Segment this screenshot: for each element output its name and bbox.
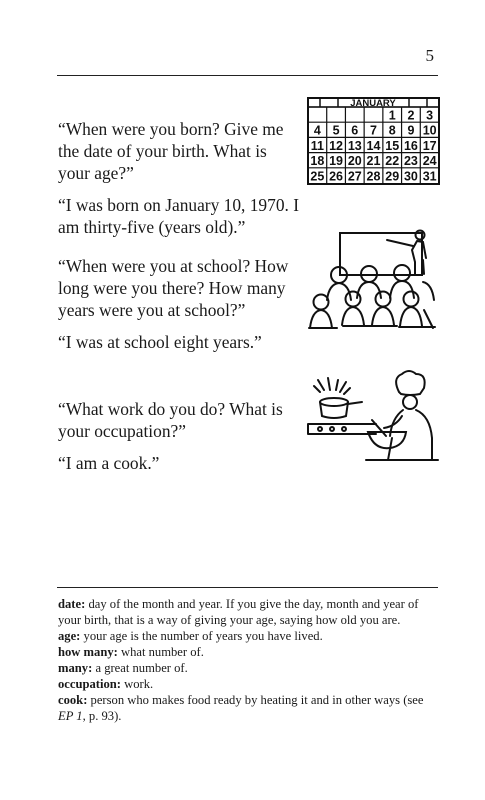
answer-text: “I was born on January 10, 1970. I am thirty-five (years old).” xyxy=(58,195,299,237)
calendar-day: 18 xyxy=(310,154,325,169)
calendar-day: 10 xyxy=(422,123,437,138)
calendar-day: 3 xyxy=(426,108,434,123)
calendar-day: 24 xyxy=(422,154,437,169)
calendar-day: 16 xyxy=(403,138,418,153)
glossary xyxy=(58,596,439,724)
glossary-term: many: xyxy=(58,661,93,675)
calendar-day: 23 xyxy=(403,154,418,169)
glossary-term: occupation: xyxy=(58,677,121,691)
glossary-entry-occupation xyxy=(58,676,439,692)
calendar-day: 20 xyxy=(347,154,362,169)
calendar-day: 28 xyxy=(366,169,381,184)
calendar-day: 15 xyxy=(385,138,400,153)
calendar-day: 29 xyxy=(385,169,400,184)
calendar-day: 27 xyxy=(347,169,362,184)
glossary-entry-cook xyxy=(58,692,439,724)
calendar-day: 11 xyxy=(310,138,324,153)
cook-icon xyxy=(306,368,439,464)
book-reference: EP 1 xyxy=(58,709,83,723)
glossary-definition: work. xyxy=(124,677,154,691)
glossary-term: age: xyxy=(58,629,81,643)
question-text: “When were you born? Give me the date of your birth. What is your age?” xyxy=(58,119,284,183)
calendar-day: 25 xyxy=(310,169,325,184)
glossary-term: cook: xyxy=(58,693,88,707)
answer-text: “I was at school eight years.” xyxy=(58,332,262,352)
calendar-month: JANUARY xyxy=(350,98,396,109)
calendar-day: 5 xyxy=(332,123,340,138)
calendar-day: 12 xyxy=(329,138,344,153)
glossary-entry-many xyxy=(58,660,439,676)
calendar-day: 6 xyxy=(351,123,359,138)
calendar-day: 30 xyxy=(403,169,418,184)
footnote-rule xyxy=(57,587,438,588)
calendar-day: 17 xyxy=(422,138,437,153)
header-rule xyxy=(57,75,438,76)
calendar-day: 4 xyxy=(313,123,321,138)
glossary-definition: your age is the number of years you have lived. xyxy=(83,629,323,643)
calendar-day: 19 xyxy=(329,154,344,169)
question-text: “When were you at school? How long were you there? How many years were you at school?” xyxy=(58,256,289,320)
calendar-day: 31 xyxy=(422,169,437,184)
section-occupation xyxy=(58,398,303,484)
glossary-definition: day of the month and year. If you give the day, month and year of your birth, that is a way of giving your age, saying how old you are. xyxy=(58,597,419,627)
calendar-day: 21 xyxy=(366,154,381,169)
calendar-day: 1 xyxy=(388,108,396,123)
glossary-definition: person who makes food ready by heating it and in other ways (see EP 1, p. 93). xyxy=(58,693,424,723)
calendar-day: 8 xyxy=(388,123,396,138)
answer-text: “I am a cook.” xyxy=(58,453,160,473)
calendar-day: 7 xyxy=(370,123,377,138)
glossary-term: date: xyxy=(58,597,86,611)
glossary-entry-age xyxy=(58,628,439,644)
page-number: 5 xyxy=(425,46,434,65)
classroom-icon xyxy=(307,228,440,336)
calendar-icon xyxy=(307,97,440,185)
section-school xyxy=(58,255,303,363)
calendar-day: 13 xyxy=(347,138,362,153)
calendar-day: 2 xyxy=(407,108,415,123)
glossary-entry-how-many xyxy=(58,644,439,660)
section-birth xyxy=(58,118,303,248)
glossary-definition: a great number of. xyxy=(95,661,188,675)
glossary-definition: what number of. xyxy=(120,645,204,659)
calendar-day: 22 xyxy=(385,154,400,169)
calendar-day: 9 xyxy=(407,123,415,138)
glossary-entry-date xyxy=(58,596,439,628)
calendar-day: 14 xyxy=(366,138,381,153)
glossary-term: how many: xyxy=(58,645,118,659)
calendar-day: 26 xyxy=(329,169,344,184)
question-text: “What work do you do? What is your occupation?” xyxy=(58,399,283,441)
